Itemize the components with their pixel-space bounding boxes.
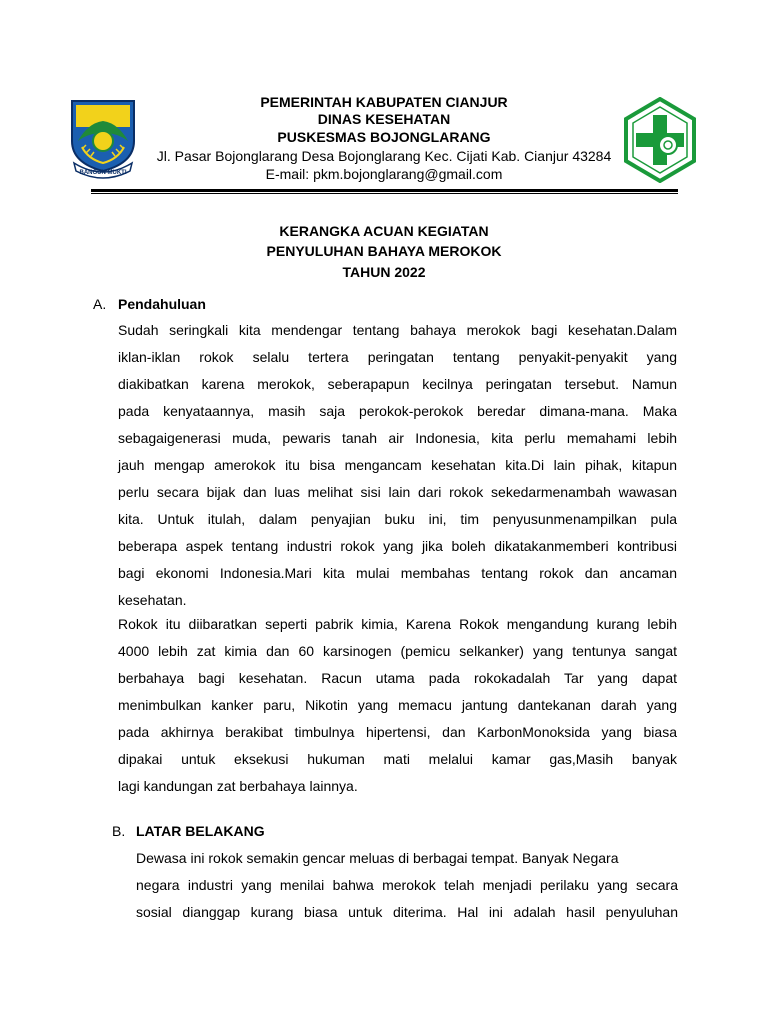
section-b-letter: B. bbox=[112, 823, 126, 839]
emblem-motto: BANGUN MUKTI bbox=[79, 170, 127, 176]
text-line: kita. Untuk itulah, dalam penyajian buku ini, tim penyusunmenampilkan pula bbox=[118, 511, 677, 527]
text-line: pada akhirnya berakibat timbulnya hipertensi, dan KarbonMonoksida yang biasa bbox=[118, 724, 677, 740]
section-a-heading: Pendahuluan bbox=[118, 296, 206, 312]
text-line: jauh mengap amerokok itu bisa mengancam kesehatan kita.Di lain pihak, kitapun bbox=[118, 457, 677, 473]
document-title-line1: KERANGKA ACUAN KEGIATAN bbox=[279, 223, 489, 239]
text-line: berbahaya bagi kesehatan. Racun utama pada rokokadalah Tar yang dapat bbox=[118, 670, 677, 686]
header-institution: PUSKESMAS BOJONGLARANG bbox=[277, 129, 491, 145]
header-department: DINAS KESEHATAN bbox=[317, 111, 451, 127]
text-line: sosial dianggap kurang biasa untuk diterima. Hal ini adalah hasil penyuluhan bbox=[136, 904, 678, 920]
section-b-heading: LATAR BELAKANG bbox=[136, 823, 265, 839]
header-address: Jl. Pasar Bojonglarang Desa Bojonglarang Kec. Cijati Kab. Cianjur 43284 bbox=[156, 148, 612, 164]
header-email: E-mail: pkm.bojonglarang@gmail.com bbox=[265, 166, 503, 182]
document-title-line2: PENYULUHAN BAHAYA MEROKOK bbox=[266, 243, 502, 259]
text-line: perlu secara bijak dan luas melihat sisi lain dari rokok sekedarmenambah wawasan bbox=[118, 484, 677, 500]
text-line: kesehatan. bbox=[118, 592, 187, 608]
text-line: Dewasa ini rokok semakin gencar meluas di berbagai tempat. Banyak Negara bbox=[136, 850, 619, 866]
text-line: dipakai untuk eksekusi hukuman mati melalui kamar gas,Masih banyak bbox=[118, 751, 677, 767]
section-a-paragraph-1 bbox=[118, 317, 677, 614]
text-line: diakibatkan karena merokok, seberapapun kecilnya peringatan tersebut. Namun bbox=[118, 376, 677, 392]
text-line: bagi ekonomi Indonesia.Mari kita mulai membahas tentang rokok dan ancaman bbox=[118, 565, 677, 581]
text-line: pada kenyataannya, masih saja perokok-perokok beredar dimana-mana. Maka bbox=[118, 403, 677, 419]
text-line: 4000 lebih zat kimia dan 60 karsinogen (pemicu selkanker) yang tentunya sangat bbox=[118, 643, 677, 659]
header-government: PEMERINTAH KABUPATEN CIANJUR bbox=[260, 94, 508, 110]
text-line: menimbulkan kanker paru, Nikotin yang memacu jantung dantekanan darah yang bbox=[118, 697, 677, 713]
text-line: sebagaigenerasi muda, pewaris tanah air Indonesia, kita perlu memahami lebih bbox=[118, 430, 677, 446]
letterhead-divider bbox=[91, 189, 678, 192]
text-line: Sudah seringkali kita mendengar tentang bahaya merokok bagi kesehatan.Dalam bbox=[118, 322, 677, 338]
section-b-paragraph-1 bbox=[136, 845, 678, 926]
text-line: iklan-iklan rokok selalu tertera peringatan tentang penyakit-penyakit yang bbox=[118, 349, 677, 365]
text-line: negara industri yang menilai bahwa merokok telah menjadi perilaku yang secara bbox=[136, 877, 678, 893]
text-line: Rokok itu diibaratkan seperti pabrik kimia, Karena Rokok mengandung kurang lebih bbox=[118, 616, 677, 632]
section-a-letter: A. bbox=[93, 296, 107, 312]
letterhead-divider-thin bbox=[91, 193, 678, 194]
section-a-paragraph-2 bbox=[118, 611, 677, 800]
text-line: lagi kandungan zat berbahaya lainnya. bbox=[118, 778, 358, 794]
text-line: beberapa aspek tentang industri rokok yang jika boleh dikatakanmemberi kontribusi bbox=[118, 538, 677, 554]
document-title-line3: TAHUN 2022 bbox=[342, 264, 426, 280]
